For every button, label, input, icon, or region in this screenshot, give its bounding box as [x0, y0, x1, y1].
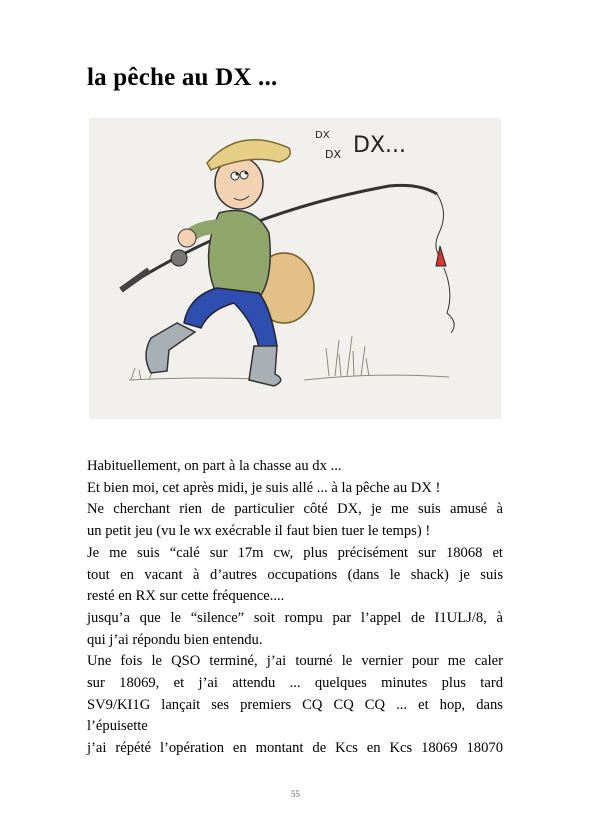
speech-dx-small: DX — [315, 130, 330, 141]
fisherman-boots-drawing — [146, 323, 195, 373]
text-line: Habituellement, on part à la chasse au dx ... — [87, 458, 342, 474]
text-line: jusqu’a que le “silence” soit rompu par l’appel de I1ULJ/8, à — [87, 609, 503, 626]
text-line: SV9/KI1G lançait ses premiers CQ CQ CQ ... et hop, dans — [87, 696, 503, 713]
text-line: Ne cherchant rien de particulier côté DX, je me suis amusé à — [87, 501, 503, 518]
article-body — [87, 456, 503, 760]
page-number: 55 — [291, 789, 300, 799]
text-line: resté en RX sur cette fréquence.... — [87, 588, 285, 605]
text-line: l’épuisette — [87, 718, 148, 735]
text-line: Une fois le QSO terminé, j’ai tourné le vernier pour me caler — [87, 653, 503, 670]
text-line: tout en vacant à d’autres occupations (dans le shack) je suis — [87, 566, 503, 583]
speech-dx-medium: DX — [325, 148, 342, 161]
fishing-float-drawing — [436, 246, 446, 266]
text-line: sur 18069, et j’ai attendu ... quelques minutes plus tard — [87, 675, 503, 692]
fisherman-illustration — [89, 118, 501, 419]
text-line: un petit jeu (vu le wx exécrable il faut bien tuer le temps) ! — [87, 523, 431, 540]
text-line: j’ai répété l’opération en montant de Kcs en Kcs 18069 18070 — [87, 740, 503, 757]
page-title: la pêche au DX ... — [87, 64, 278, 91]
text-line: qui j’ai répondu bien entendu. — [87, 631, 263, 648]
text-line: Je me suis “calé sur 17m cw, plus précisément sur 18068 et — [87, 544, 503, 561]
speech-dx-large: DX... — [353, 133, 406, 158]
text-line: Et bien moi, cet après midi, je suis allé ... à la pêche au DX ! — [87, 479, 441, 496]
